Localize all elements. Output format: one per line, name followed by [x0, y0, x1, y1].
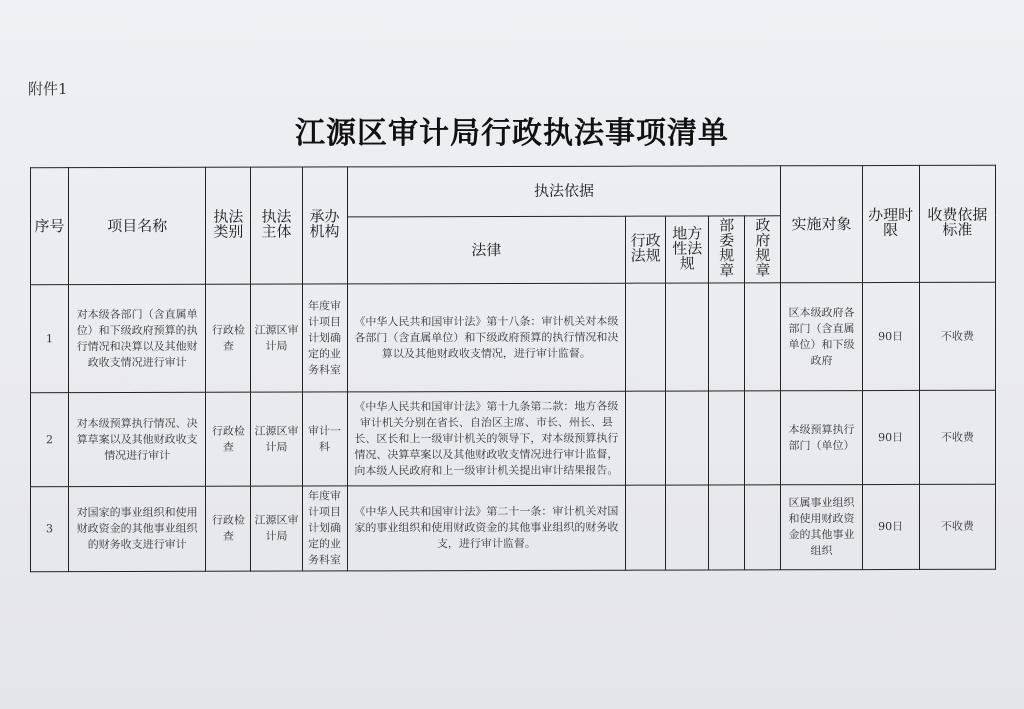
header-row-1: [31, 165, 996, 218]
row-fee: 不收费: [919, 484, 995, 569]
row-admin-reg: [626, 485, 666, 570]
table-row: [31, 282, 996, 393]
row-category: 行政检查: [206, 486, 251, 571]
header-category: 执法类别: [206, 167, 251, 284]
row-fee: 不收费: [919, 390, 995, 484]
row-subject: 江源区审计局: [251, 392, 302, 486]
table-row: [31, 484, 996, 572]
header-target: 实施对象: [781, 166, 862, 283]
page-title: 江源区审计局行政执法事项清单: [295, 116, 729, 151]
row-gov-rule: [745, 391, 781, 485]
header-local-reg: 地方性法规: [666, 216, 709, 283]
row-admin-reg: [626, 391, 666, 485]
row-target: 本级预算执行部门（单位）: [781, 391, 862, 485]
row-gov-rule: [745, 283, 781, 391]
row-target: 区本级政府各部门（含直属单位）和下级政府: [781, 283, 862, 391]
header-gov-rule: 政府规章: [745, 216, 781, 283]
header-subject: 执法主体: [251, 167, 302, 284]
row-local-reg: [666, 485, 709, 570]
header-organ: 承办机构: [302, 167, 347, 284]
row-project: 对国家的事业组织和使用财政资金的其他事业组织的财务收支进行审计: [69, 486, 206, 571]
row-seq: 1: [31, 285, 69, 393]
row-deadline: 90日: [862, 484, 919, 569]
header-project: 项目名称: [69, 167, 206, 284]
header-admin-reg: 行政法规: [626, 216, 666, 283]
row-organ: 年度审计项目计划确定的业务科室: [302, 486, 347, 571]
annex-label: 附件1: [28, 80, 68, 98]
header-fee: 收费依据标准: [919, 165, 995, 282]
row-local-reg: [666, 283, 709, 391]
row-law: 《中华人民共和国审计法》第十九条第二款：地方各级审计机关分别在省长、自治区主席、市长、州长、县长、区长和上一级审计机关的领导下，对本级预算执行情况、决算草案以及其他财政收支情况进行审计监督，向本级人民政府和上一级审计机关提出审计结果报告。: [347, 391, 626, 486]
row-category: 行政检查: [206, 392, 251, 486]
row-admin-reg: [626, 283, 666, 391]
row-seq: 2: [31, 393, 69, 487]
header-ministry-rule: 部委规章: [709, 216, 745, 283]
row-organ: 审计一科: [302, 392, 347, 486]
row-target: 区属事业组织和使用财政资金的其他事业组织: [781, 485, 862, 570]
row-project: 对本级各部门（含直属单位）和下级政府预算的执行情况和决算以及其他财政收支情况进行审计: [69, 284, 206, 392]
header-law: 法律: [347, 216, 626, 284]
row-seq: 3: [31, 487, 69, 572]
row-category: 行政检查: [206, 284, 251, 392]
row-project: 对本级预算执行情况、决算草案以及其他财政收支情况进行审计: [69, 392, 206, 486]
row-law: 《中华人民共和国审计法》第二十一条：审计机关对国家的事业组织和使用财政资金的其他事业组织的财务收支，进行审计监督。: [347, 485, 626, 571]
row-law: 《中华人民共和国审计法》第十八条：审计机关对本级各部门（含直属单位）和下级政府预算的执行情况和决算以及其他财政收支情况，进行审计监督。: [347, 283, 626, 392]
table-row: [31, 390, 996, 487]
header-deadline: 办理时限: [862, 165, 919, 282]
header-basis: 执法依据: [347, 166, 781, 217]
row-organ: 年度审计项目计划确定的业务科室: [302, 284, 347, 392]
row-gov-rule: [745, 485, 781, 570]
row-subject: 江源区审计局: [251, 486, 302, 571]
header-seq: 序号: [31, 168, 69, 285]
row-ministry-rule: [709, 283, 745, 391]
row-deadline: 90日: [862, 282, 919, 390]
row-deadline: 90日: [862, 390, 919, 484]
row-subject: 江源区审计局: [251, 284, 302, 392]
row-local-reg: [666, 391, 709, 485]
enforcement-table: [30, 165, 996, 573]
row-fee: 不收费: [919, 282, 995, 390]
row-ministry-rule: [709, 485, 745, 570]
row-ministry-rule: [709, 391, 745, 485]
